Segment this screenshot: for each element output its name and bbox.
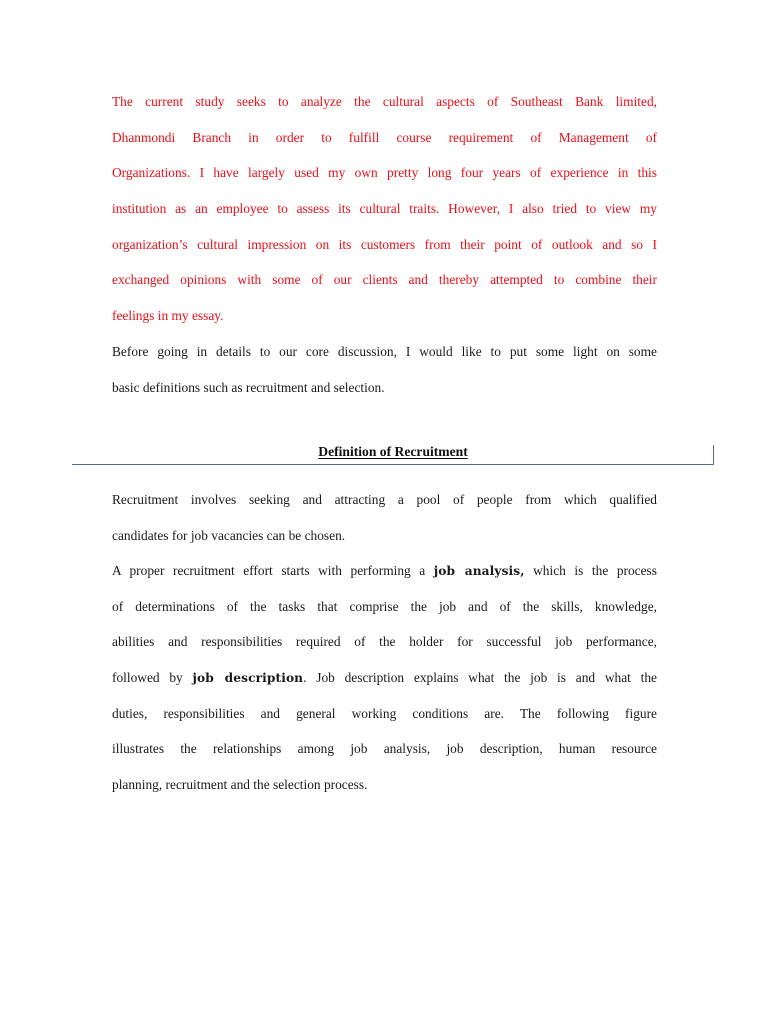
lead-in-paragraph: [112, 334, 657, 405]
heading-divider-end: [713, 445, 714, 465]
text-run: A proper recruitment effort starts with performing a: [112, 563, 434, 578]
process-line: planning, recruitment and the selection process.: [112, 777, 368, 793]
process-line: [112, 553, 657, 589]
recruitment-paragraph: [112, 482, 657, 553]
process-line: abilities and responsibilities required of the holder for successful job performance,: [112, 634, 657, 650]
recruitment-line: Recruitment involves seeking and attracting a pool of people from which qualified: [112, 492, 657, 507]
intro-line: institution as an employee to assess its cultural traits. However, I also tried to view my: [112, 201, 657, 217]
intro-paragraph: [112, 84, 657, 334]
process-line: illustrates the relationships among job analysis, job description, human resource: [112, 741, 657, 757]
intro-line: organization’s cultural impression on its customers from their point of outlook and so I: [112, 236, 657, 252]
process-line: [112, 660, 657, 696]
intro-line: Dhanmondi Branch in order to fulfill course requirement of Management of: [112, 129, 657, 145]
text-run: . Job description explains what the job is and what the: [303, 670, 658, 686]
section-heading-block: [72, 440, 714, 466]
process-line: of determinations of the tasks that comprise the job and of the skills, knowledge,: [112, 598, 657, 614]
heading-divider: [72, 464, 714, 465]
bold-term-job-description: job description: [192, 671, 304, 686]
lead-in-line: Before going in details to our core discussion, I would like to put some light on some: [112, 344, 657, 359]
process-paragraph: [112, 553, 657, 803]
text-run: which is the process: [524, 563, 657, 578]
text-run: followed by: [112, 670, 193, 686]
intro-line: The current study seeks to analyze the cultural aspects of Southeast Bank limited,: [112, 94, 657, 109]
bold-term-job-analysis: job analysis,: [433, 564, 525, 578]
recruitment-line: candidates for job vacancies can be chosen.: [112, 527, 346, 543]
lead-in-line: basic definitions such as recruitment and selection.: [112, 379, 385, 395]
intro-line: Organizations. I have largely used my own pretty long four years of experience in this: [112, 165, 657, 181]
intro-line: exchanged opinions with some of our clients and thereby attempted to combine their: [112, 272, 657, 288]
process-line: duties, responsibilities and general working conditions are. The following figure: [112, 705, 657, 721]
section-heading: Definition of Recruitment: [318, 444, 468, 459]
intro-line: feelings in my essay.: [112, 308, 224, 324]
